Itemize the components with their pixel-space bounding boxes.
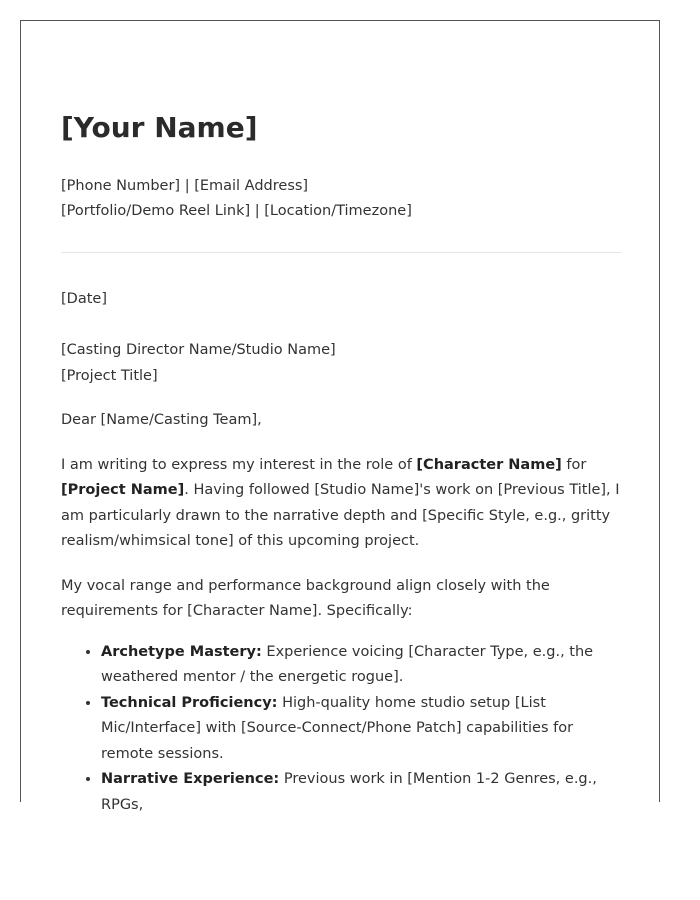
- list-item: [101, 640, 621, 691]
- intro-text-c: . Having followed [Studio Name]'s work on [Previous Title], I am particularly drawn to the narrative depth and [Specific Style, e.g., gritty realism/whimsical tone] of this upcoming project.: [61, 482, 620, 549]
- intro-text-b: for: [561, 456, 587, 473]
- recipient-block: [61, 337, 621, 389]
- qualification-title: Technical Proficiency:: [101, 694, 278, 711]
- sender-name: [Your Name]: [61, 111, 258, 144]
- recipient-line-project: [Project Title]: [61, 368, 158, 384]
- recipient-line-director: [Casting Director Name/Studio Name]: [61, 342, 336, 358]
- list-item: [101, 691, 621, 768]
- contact-line-portfolio-location: [Portfolio/Demo Reel Link] | [Location/Timezone]: [61, 203, 412, 219]
- intro-character-name: [Character Name]: [416, 456, 562, 473]
- contact-line-phone-email: [Phone Number] | [Email Address]: [61, 178, 309, 194]
- salutation: Dear [Name/Casting Team],: [61, 412, 262, 428]
- intro-paragraph: [61, 453, 621, 555]
- qualifications-list: [61, 640, 621, 819]
- qualification-text: Experience voicing [Character Type, e.g., the weathered mentor / the energetic rogue].: [101, 643, 594, 685]
- list-item: [101, 767, 621, 818]
- letter-page: [20, 20, 660, 813]
- qualification-text: Previous work in [Mention 1-2 Genres, e.g., RPGs,: [101, 771, 597, 813]
- qualification-title: Narrative Experience:: [101, 771, 280, 787]
- range-paragraph: My vocal range and performance background align closely with the requirements for [Character Name]. Specifically:: [61, 577, 550, 619]
- letter-date: [Date]: [61, 291, 107, 307]
- intro-text-a: I am writing to express my interest in the role of: [61, 456, 417, 473]
- intro-project-name: [Project Name]: [61, 482, 185, 498]
- qualification-text: High-quality home studio setup [List Mic/Interface] with [Source-Connect/Phone Patch] capabilities for remote sessions.: [101, 694, 574, 762]
- qualification-title: Archetype Mastery:: [101, 643, 262, 660]
- sender-contact: [61, 174, 621, 224]
- letter-content: [61, 111, 621, 818]
- header-divider: [61, 252, 621, 253]
